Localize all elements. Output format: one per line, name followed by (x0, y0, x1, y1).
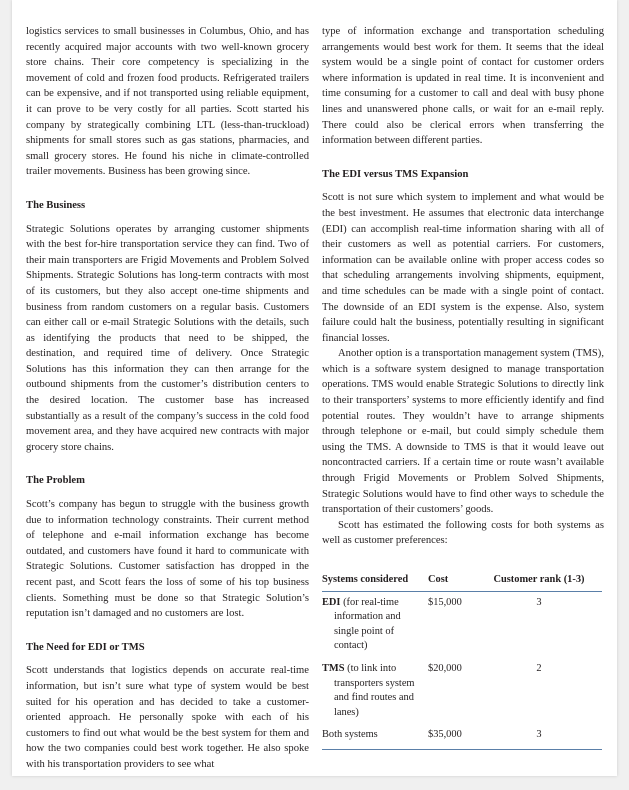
estimate-paragraph: Scott has estimated the following costs for both systems as well as customer preferences: (322, 519, 604, 547)
system-cell (322, 658, 428, 724)
system-name: EDI (322, 596, 341, 608)
rank-cell: 3 (536, 596, 542, 608)
left-column (26, 24, 309, 773)
problem-heading: The Problem (26, 475, 85, 487)
table-row (322, 591, 602, 658)
cost-cell: $20,000 (428, 662, 462, 674)
table-row (322, 658, 602, 724)
system-description: Both systems (322, 729, 378, 741)
business-heading: The Business (26, 199, 86, 211)
edi-tms-heading: The EDI versus TMS Expansion (322, 168, 469, 180)
header-cost: Cost (428, 571, 476, 591)
system-cell (322, 591, 428, 658)
tms-paragraph: Another option is a transportation management system (TMS), which is a software system designed to manage transportation operations. TMS would enable Strategic Solutions to directly link to their transporters’ systems to more efficiently identify and find potential routes. They wouldn’t have to arrange shipments through telephone or e-mail, but could simply schedule them using the TMS. A downside to TMS is that it would leave out noncontracted carriers. If a certain time or route wasn’t available through Frigid Movements or Problem Solved Shipments, Strategic Solutions would have to find other ways to schedule the transportation of their customers’ goods. (322, 348, 604, 516)
business-paragraph: Strategic Solutions operates by arranging customer shipments with the best for-hire transportation service they can find. Two of their main transporters are Frigid Movements and Problem Solved Shipments. Strategic Solutions has long-term contracts with most of its customers, but they also accept one-time shipments and business from random customers on a regular basis. Customers can either call or e-mail Strategic Solutions with the details, such as identifying the products that need to be shipped, the destination, and required time of delivery. Once Strategic Solutions has this information they can then arrange for the outbound shipments from the customer’s distribution centers to the desired location. The customer base has increased substantially as a result of the company’s success in the cold food movement area, and they have acquired new contracts with major grocery store chains. (26, 223, 309, 453)
table-row (322, 724, 602, 749)
header-systems: Systems considered (322, 571, 428, 591)
header-rank: Customer rank (1-3) (476, 571, 602, 591)
cost-cell: $35,000 (428, 724, 476, 749)
system-description: (to link into transporters system and find routes and lanes) (334, 662, 415, 718)
document-page (12, 0, 617, 776)
system-description: (for real-time information and single point of contact) (334, 596, 401, 652)
system-cell (322, 724, 428, 749)
continued-paragraph: type of information exchange and transportation scheduling arrangements would best work for them. It seems that the ideal system would be a single point of contact for customer orders where information is updated in real time. It is inconvenient and time consuming for a customer to call and deal with busy phone lines and unanswered phone calls, or wait for an e-mail reply. There could also be clerical errors when transferring the information between different parties. (322, 26, 604, 147)
right-column (322, 24, 604, 750)
cost-cell: $15,000 (428, 596, 462, 608)
intro-paragraph: logistics services to small businesses in Columbus, Ohio, and has recently acquired major accounts with two well-known grocery store chains. Their core competency is specializing in the movement of cold and frozen food products. Refrigerated trailers can be expensive, and if not transported using reliable equipment, it can prove to be very costly for all parties. Scott started his company by strategically combining LTL (less-than-truckload) shipments for small stores such as gas stations, pharmacies, and small grocery stores. He found his niche in climate-controlled trailer movements. Business has been growing since. (26, 26, 309, 178)
rank-cell: 3 (476, 724, 602, 749)
edi-paragraph: Scott is not sure which system to implement and what would be the best investment. He assumes that electronic data interchange (EDI) can accomplish real-time information sharing with all of their customers as well as potential carriers. For customers, information can be available online with proper access codes so that scheduling arrangements involving shipments, equipment, and time schedules can be made with a single point of contact. The downside of an EDI system is the expense. Also, system failure could halt the business, potentially resulting in significant financial losses. (322, 192, 604, 344)
cost-table (322, 571, 602, 750)
table-header-row (322, 571, 602, 591)
need-paragraph: Scott understands that logistics depends on accurate real-time information, but isn’t sure what type of system would be best suited for his operation and has decided to take a customer-oriented approach. He personally spoke with each of his customers to find out what would be the best system for them and how the two companies could best work together. He also spoke with his transportation providers to see what (26, 665, 309, 770)
need-heading: The Need for EDI or TMS (26, 641, 145, 653)
rank-cell: 2 (536, 662, 542, 674)
problem-paragraph: Scott’s company has begun to struggle with the business growth due to information technology constraints. Their current method of telephone and e-mail information exchange has become outdated, and customers have found it hard to communicate with Strategic Solutions. Customer satisfaction has dropped in the recent past, and Scott fears the loss of some of his top business clients. Something must be done so that Strategic Solution’s reputation isn’t damaged and no customers are lost. (26, 499, 309, 620)
system-name: TMS (322, 662, 345, 674)
